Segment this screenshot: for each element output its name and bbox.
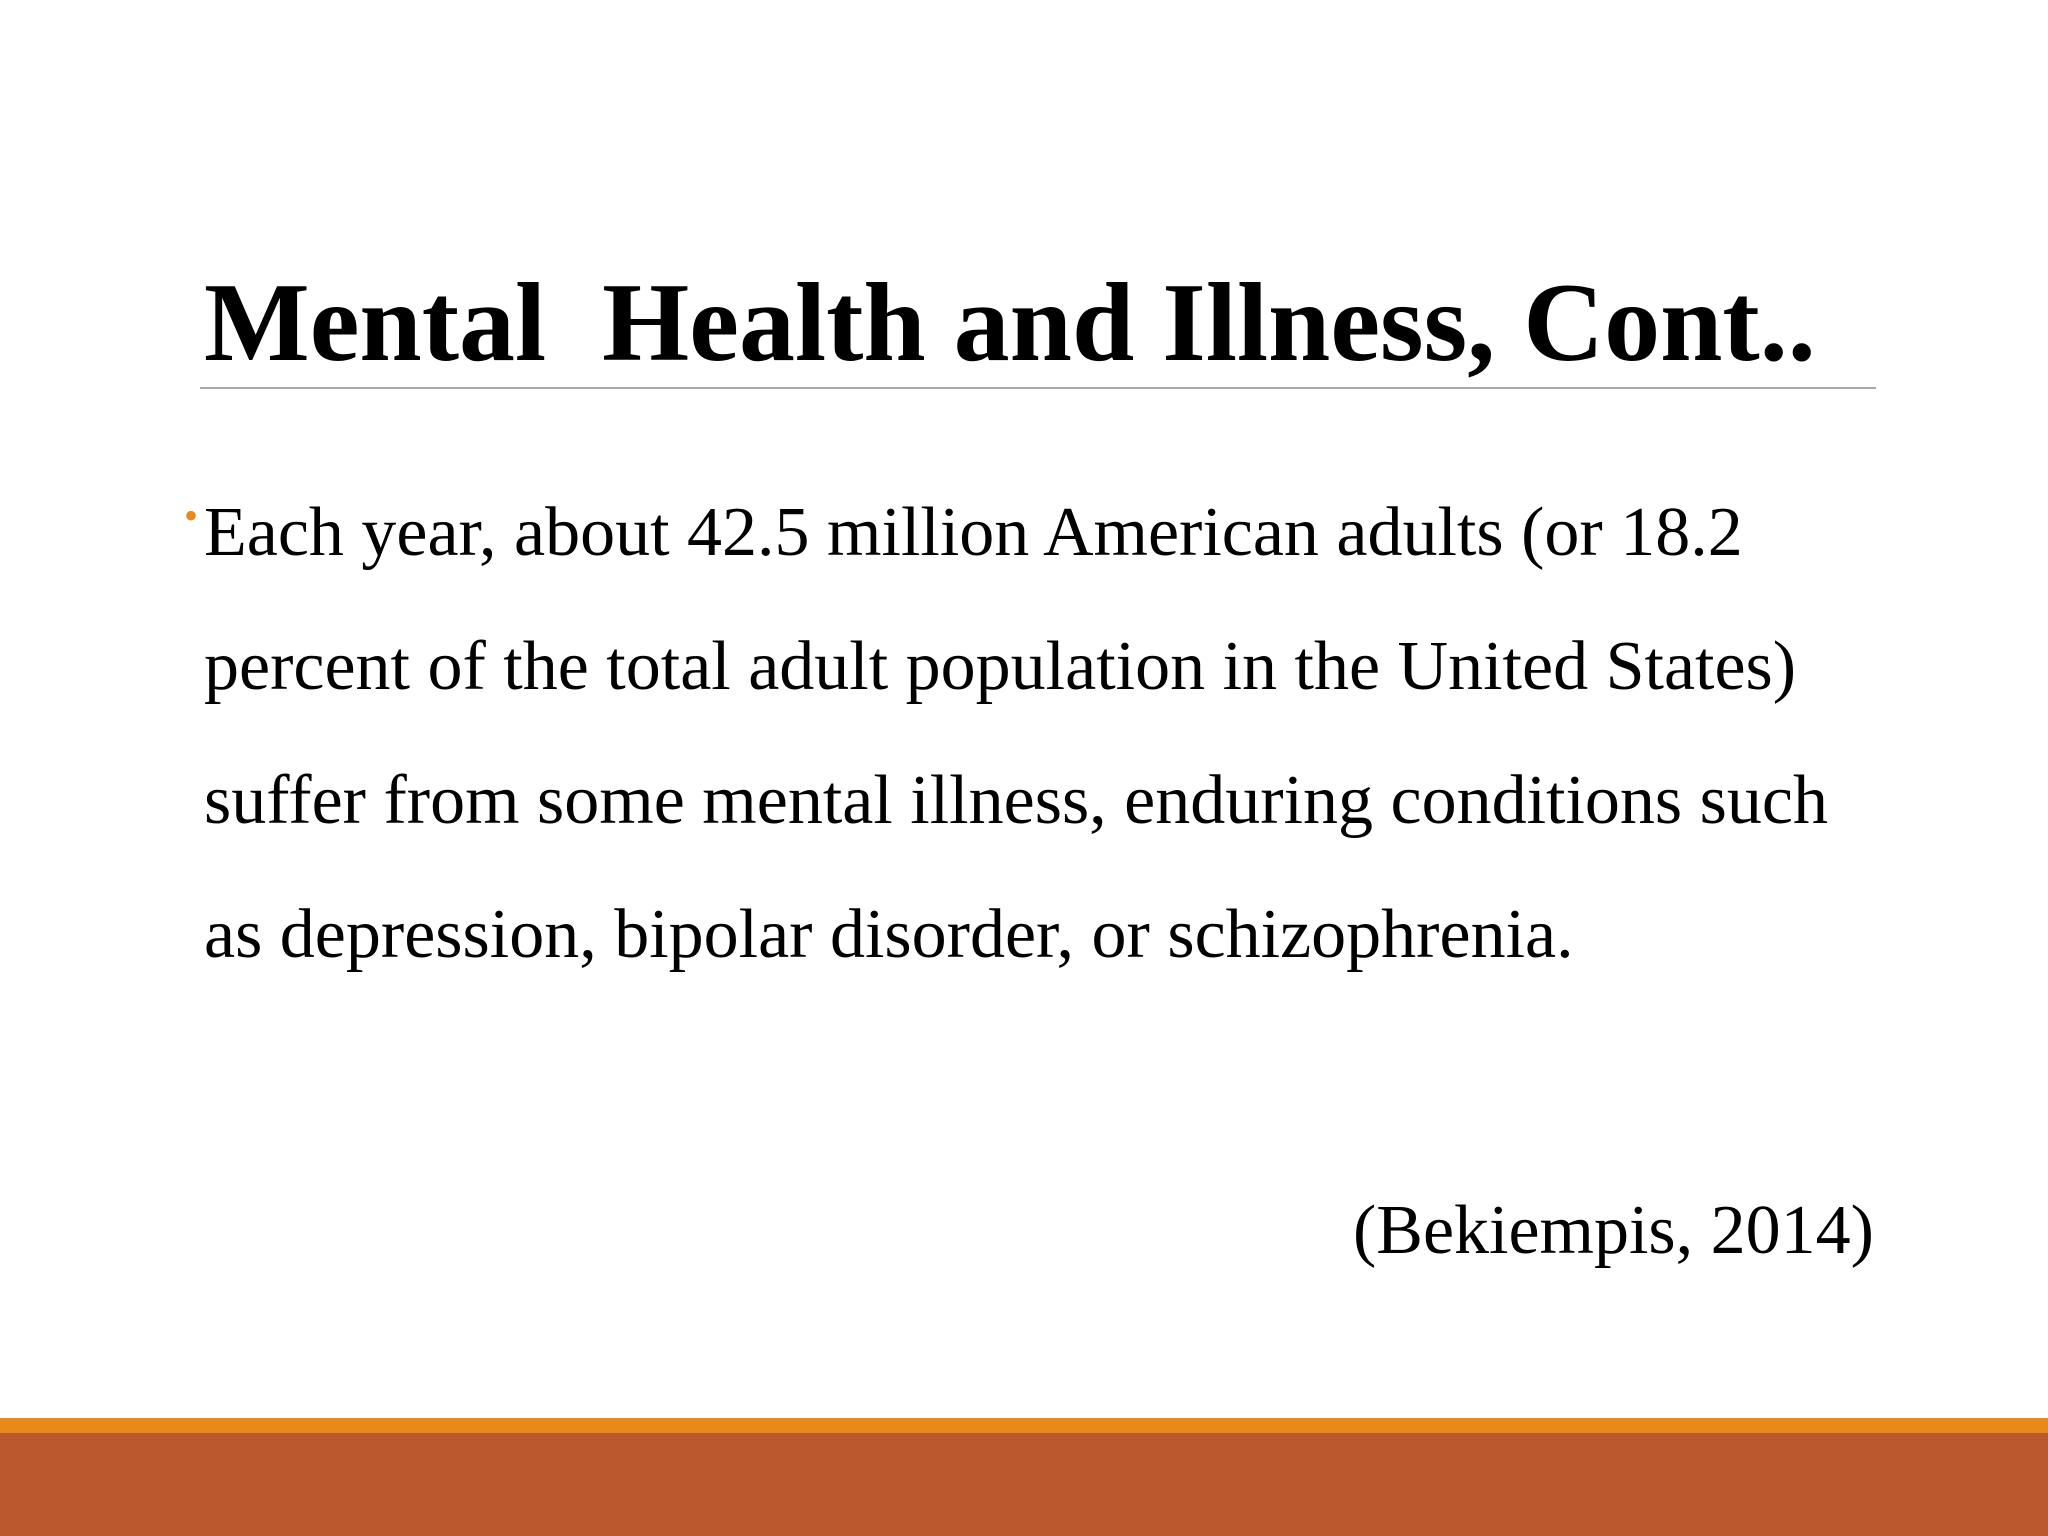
slide-title: Mental Health and Illness, Cont..: [204, 261, 1816, 385]
bullet-text: Each year, about 42.5 million American adults (or 18.2 percent of the total adult population in the United States) suffer from some mental illness, enduring conditions such as depression, bipolar disorder, or schizophrenia.: [204, 494, 1828, 973]
title-underline-divider: [200, 387, 1876, 389]
footer-band: [0, 1433, 2048, 1536]
bullet-dot-icon: •: [184, 493, 199, 538]
citation: (Bekiempis, 2014): [1352, 1192, 1874, 1269]
bullet-item: [184, 466, 1884, 1002]
slide-body: [184, 466, 1884, 1002]
footer-accent-stripe: [0, 1418, 2048, 1433]
